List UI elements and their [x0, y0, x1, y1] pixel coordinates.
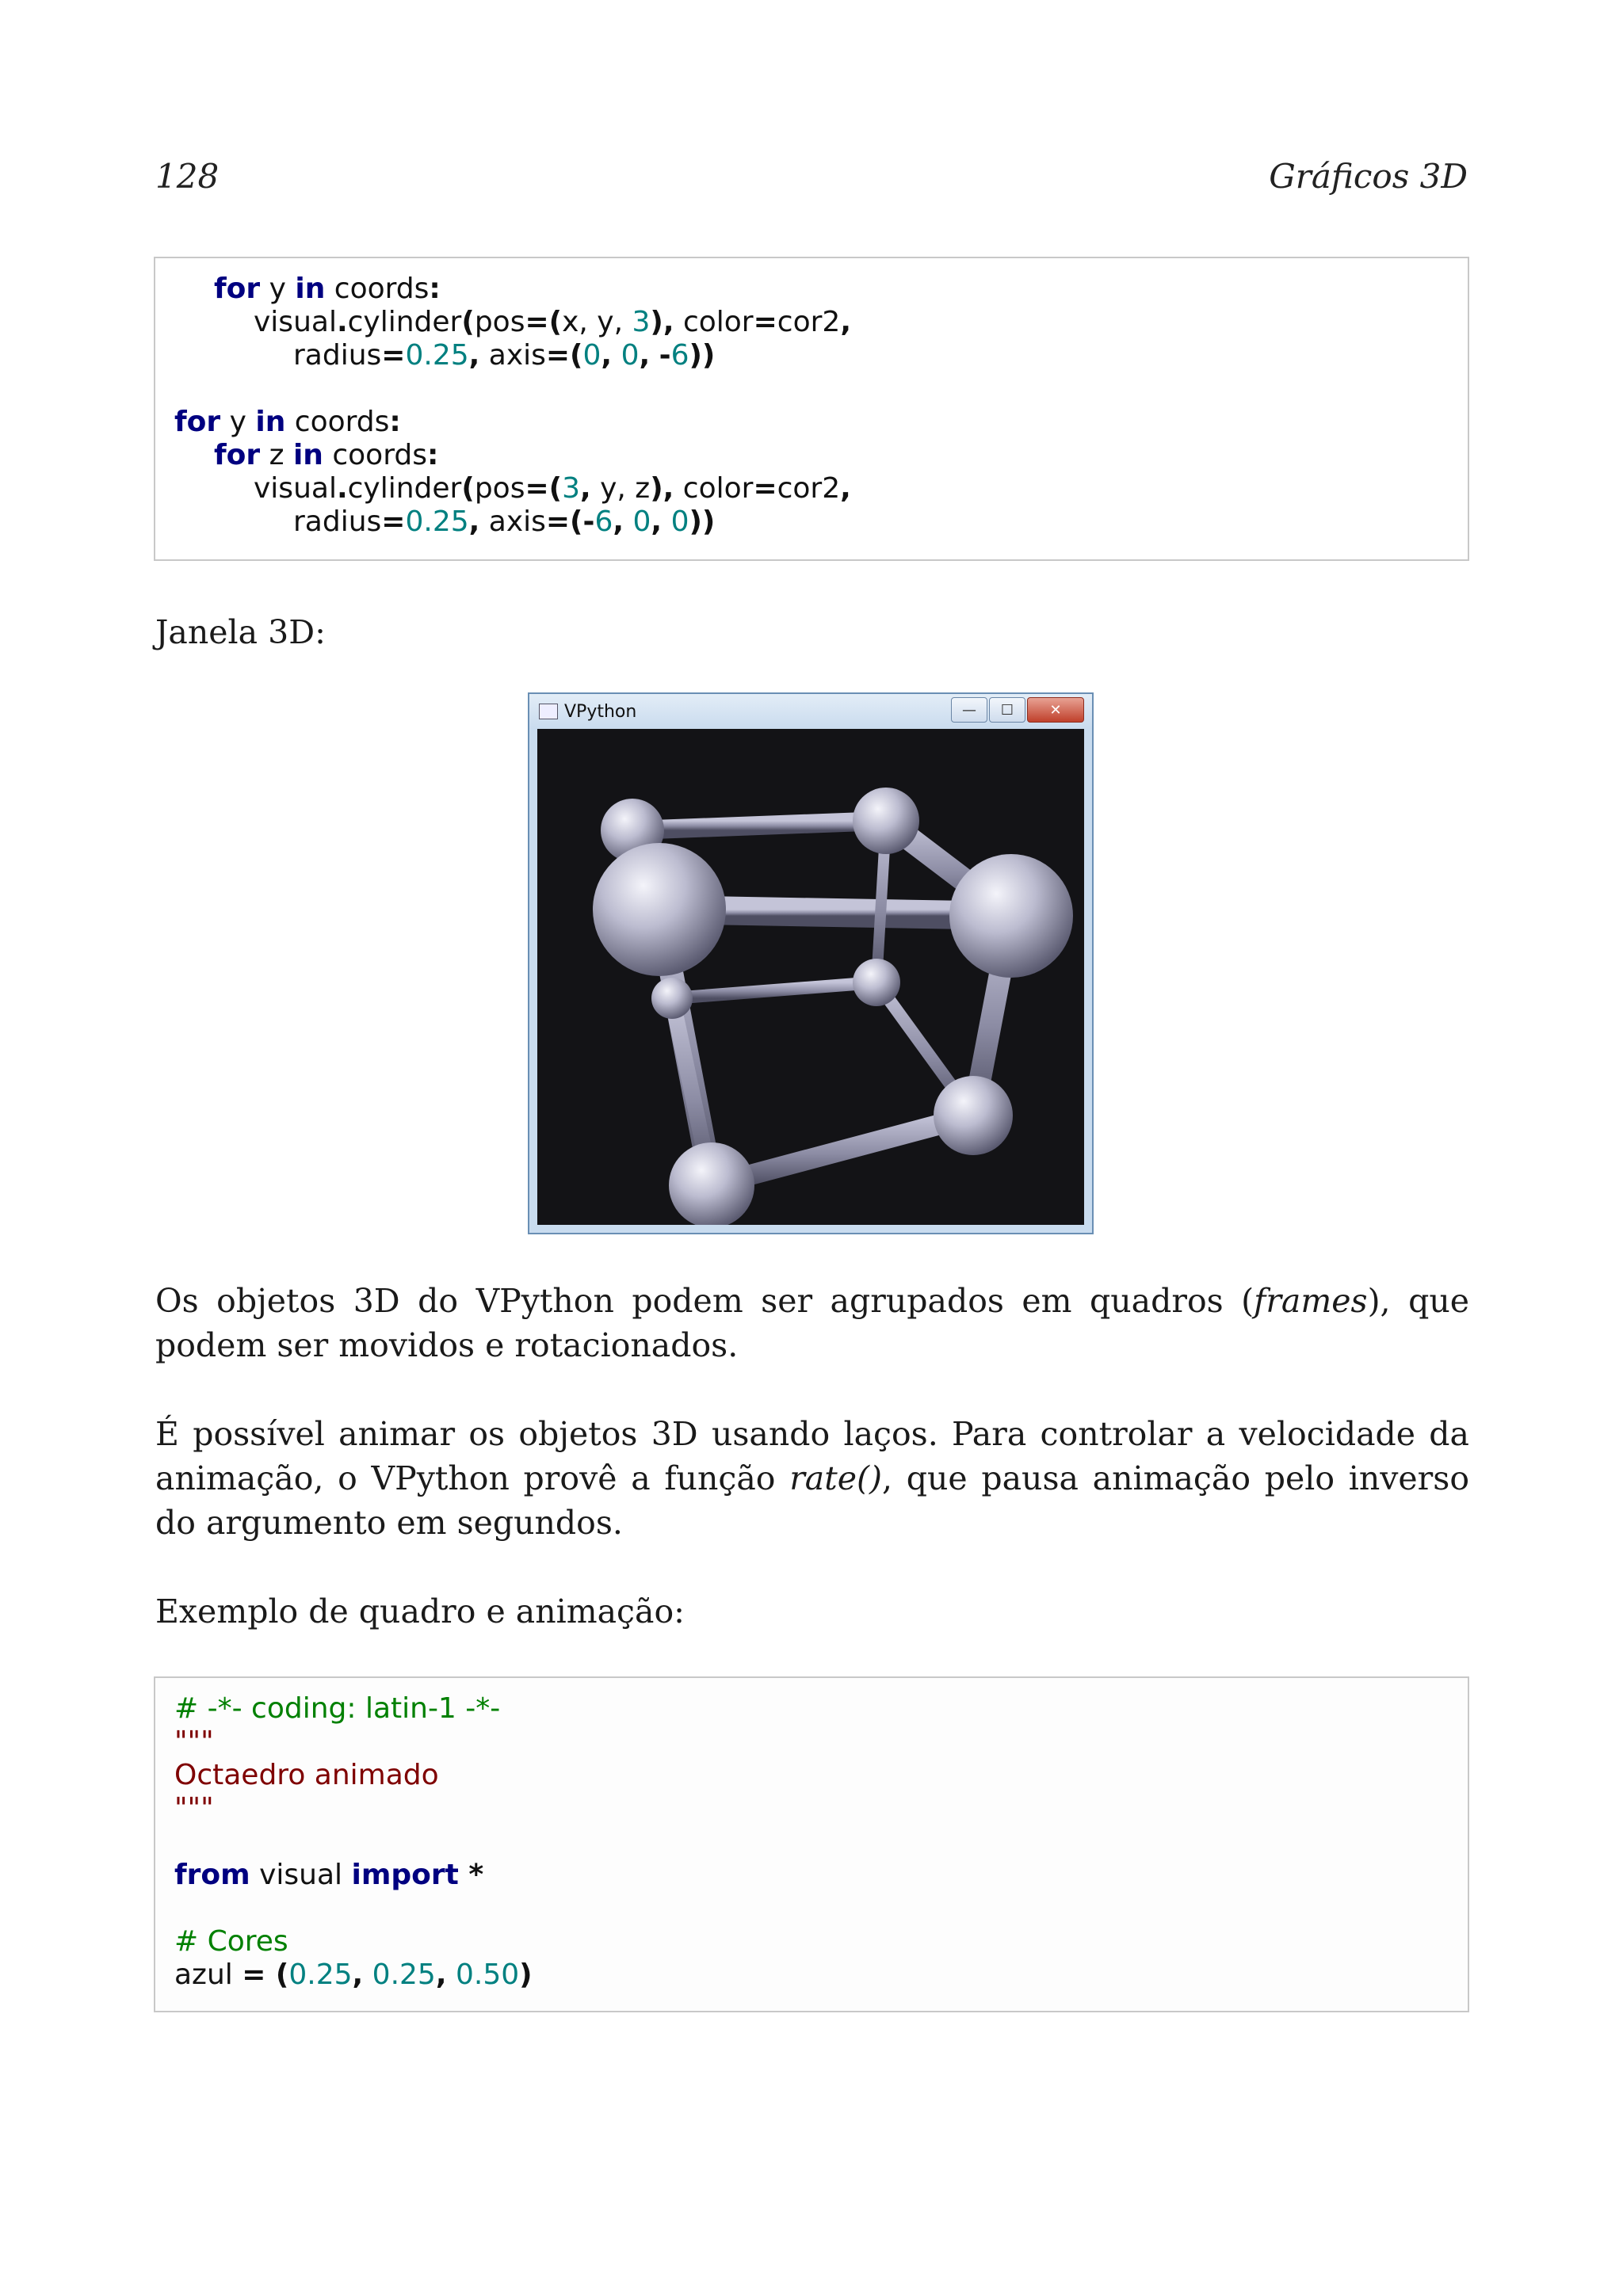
vpython-window — [528, 692, 1094, 1234]
code-token: = — [753, 306, 777, 338]
code-token: : — [429, 273, 441, 305]
code-line — [174, 1692, 1449, 1726]
code-token: # -*- coding: latin-1 -*- — [174, 1692, 501, 1725]
code-token: y — [260, 273, 296, 305]
code-line — [174, 439, 1449, 472]
code-token: =( — [545, 339, 583, 372]
code-token: for — [174, 406, 221, 438]
paragraph-animation — [155, 1412, 1469, 1545]
code-token: cor2 — [777, 472, 841, 505]
code-token: y, z — [590, 472, 651, 505]
paragraph-frames — [155, 1279, 1469, 1367]
code-token: ( — [461, 472, 475, 505]
code-token: 3 — [632, 306, 651, 338]
code-token: color — [674, 472, 754, 505]
code-token: , — [840, 306, 851, 338]
code-token: =( — [525, 306, 563, 338]
edge — [672, 982, 876, 998]
code-token: 0.25 — [288, 1958, 353, 1991]
code-token: radius — [293, 339, 382, 372]
vertex — [934, 1076, 1013, 1155]
code-token: visual — [250, 1859, 352, 1891]
vertex — [853, 959, 900, 1006]
code-line — [174, 1892, 1449, 1925]
code-token: in — [255, 406, 286, 438]
code-token: y — [220, 406, 256, 438]
code-token: - — [659, 339, 671, 372]
code-token: coords — [325, 273, 430, 305]
vertex — [651, 978, 693, 1019]
code-token: . — [336, 306, 348, 338]
code-token — [624, 505, 632, 538]
code-token: axis — [479, 505, 546, 538]
code-token: , — [352, 1958, 364, 1991]
code-token: ( — [461, 306, 475, 338]
chapter-title: Gráficos 3D — [1269, 157, 1468, 196]
close-button[interactable]: ✕ — [1027, 697, 1084, 723]
vertex — [593, 843, 726, 976]
app-icon — [539, 704, 558, 719]
code-token: , — [651, 505, 663, 538]
code-token: , — [601, 339, 613, 372]
paragraph-animation-em: rate() — [789, 1459, 882, 1497]
code-token: 0 — [670, 505, 689, 538]
code-token: 0 — [582, 339, 601, 372]
code-token: =( — [525, 472, 563, 505]
code-line — [174, 372, 1449, 406]
code-token: coords — [285, 406, 390, 438]
scene-canvas[interactable] — [537, 729, 1084, 1225]
code-token: visual — [254, 306, 337, 338]
code-token: coords — [323, 439, 427, 471]
window-controls — [951, 697, 1084, 723]
paragraph-animation-b: , que pausa animação pelo inverso do argumento em segundos. — [155, 1459, 1470, 1542]
code-token: z — [260, 439, 293, 471]
code-token: cylinder — [347, 472, 462, 505]
code-token: Octaedro animado — [174, 1759, 439, 1791]
code-line — [174, 406, 1449, 439]
code-token — [662, 505, 670, 538]
label-example: Exemplo de quadro e animação: — [155, 1592, 685, 1630]
code-token: 0.50 — [455, 1958, 520, 1991]
code-token: 0 — [621, 339, 640, 372]
code-block-example — [154, 1676, 1469, 2012]
code-token: = ( — [242, 1958, 289, 1991]
code-token: import — [351, 1859, 459, 1891]
code-token: for — [214, 273, 261, 305]
code-line — [174, 1726, 1449, 1759]
code-token: )) — [689, 339, 716, 372]
code-token: , — [468, 505, 480, 538]
code-token: pos — [474, 306, 525, 338]
code-line — [174, 306, 1449, 339]
code-token: cylinder — [347, 306, 462, 338]
code-token: """ — [174, 1792, 214, 1825]
code-token: in — [295, 273, 326, 305]
code-token: ) — [519, 1958, 533, 1991]
code-token: for — [214, 439, 261, 471]
code-token: , — [639, 339, 651, 372]
code-token: - — [582, 505, 595, 538]
code-token: 0.25 — [405, 339, 469, 372]
code-token: from — [174, 1859, 250, 1891]
code-token: =( — [545, 505, 583, 538]
code-line — [174, 505, 1449, 539]
cube-scene — [537, 729, 1084, 1225]
paragraph-animation-a: É possível animar os objetos 3D usando laços. Para controlar a velocidade da animação, o VPython provê a função — [155, 1415, 1469, 1497]
code-line — [174, 1925, 1449, 1958]
code-token: . — [336, 472, 348, 505]
code-line — [174, 1958, 1449, 1992]
code-token — [650, 339, 659, 372]
edge — [632, 821, 886, 830]
code-line — [174, 1759, 1449, 1792]
code-token — [612, 339, 621, 372]
code-token: * — [458, 1859, 484, 1891]
paragraph-frames-em: frames — [1254, 1282, 1368, 1320]
code-token: axis — [479, 339, 546, 372]
code-token: )) — [689, 505, 716, 538]
code-line — [174, 339, 1449, 372]
code-token: , — [613, 505, 624, 538]
vertex — [949, 854, 1073, 978]
paragraph-frames-a: Os objetos 3D do VPython podem ser agrupados em quadros ( — [155, 1282, 1254, 1320]
code-token: = — [381, 505, 406, 538]
code-token: ), — [650, 306, 674, 338]
code-token: = — [753, 472, 777, 505]
code-token: 0.25 — [372, 1958, 436, 1991]
code-token — [363, 1958, 372, 1991]
code-block-cylinders — [154, 257, 1469, 561]
code-token: pos — [474, 472, 525, 505]
code-token: 0 — [632, 505, 651, 538]
code-line — [174, 472, 1449, 505]
code-token: , — [579, 472, 591, 505]
code-token: # Cores — [174, 1925, 288, 1958]
code-line — [174, 1825, 1449, 1859]
code-token: visual — [254, 472, 337, 505]
code-token: """ — [174, 1726, 214, 1758]
code-token: cor2 — [777, 306, 841, 338]
code-token: radius — [293, 505, 382, 538]
code-token: , — [840, 472, 851, 505]
paragraph-frames-b: ), que podem ser movidos e rotacionados. — [155, 1282, 1469, 1364]
code-token: = — [381, 339, 406, 372]
code-token: ), — [650, 472, 674, 505]
code-token — [447, 1958, 456, 1991]
code-token: 6 — [670, 339, 689, 372]
label-window: Janela 3D: — [155, 613, 326, 651]
code-token: : — [426, 439, 439, 471]
code-token: , — [435, 1958, 447, 1991]
code-token: , — [468, 339, 480, 372]
code-token: 3 — [562, 472, 580, 505]
window-titlebar — [529, 694, 1092, 729]
minimize-button[interactable]: — — [951, 697, 987, 723]
maximize-button[interactable]: ☐ — [989, 697, 1025, 723]
code-token: x, y, — [562, 306, 632, 338]
code-line — [174, 273, 1449, 306]
code-line — [174, 1792, 1449, 1825]
code-token: 0.25 — [405, 505, 469, 538]
vertex — [669, 1142, 754, 1225]
vertex — [853, 788, 919, 854]
window-title: VPython — [564, 701, 637, 722]
code-token: azul — [174, 1958, 242, 1991]
code-token: : — [389, 406, 401, 438]
code-token: color — [674, 306, 754, 338]
code-token: in — [292, 439, 323, 471]
page-number: 128 — [155, 157, 220, 196]
code-line — [174, 1859, 1449, 1892]
code-token: 6 — [594, 505, 613, 538]
